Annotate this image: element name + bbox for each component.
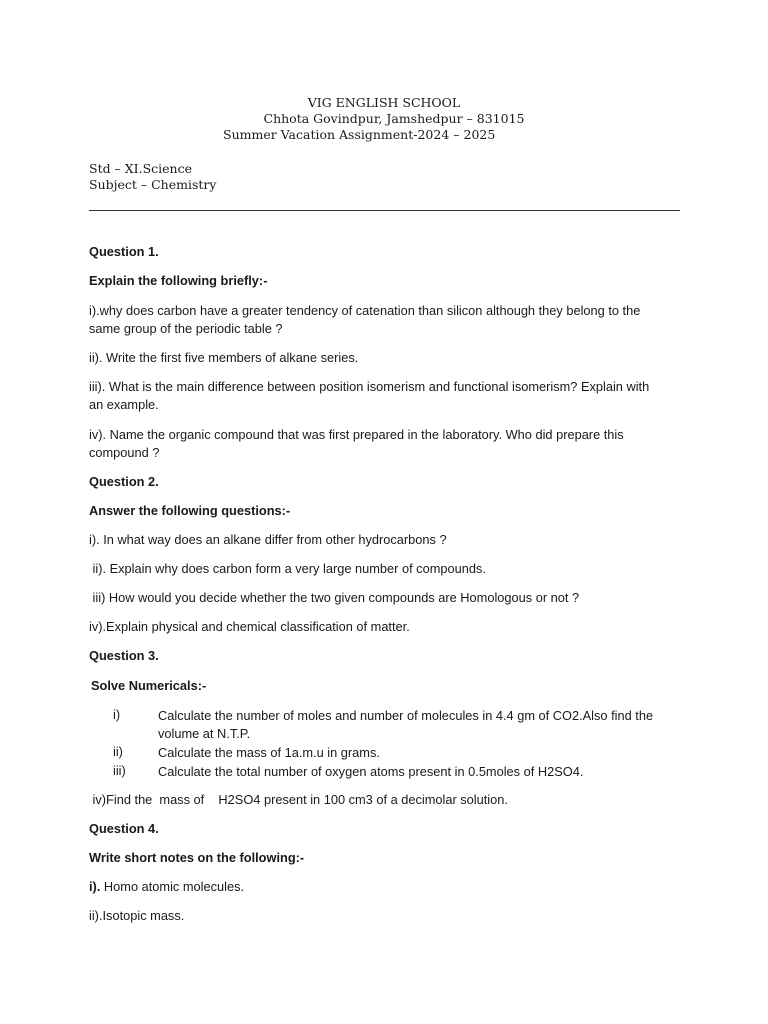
q3-title: Question 3. bbox=[89, 648, 159, 663]
q4-instruction: Write short notes on the following:- bbox=[89, 850, 305, 865]
q2-instruction: Answer the following questions:- bbox=[89, 503, 291, 518]
q1-item-2: ii). Write the first five members of alkane series. bbox=[89, 350, 359, 365]
assignment-title: Summer Vacation Assignment-2024 – 2025 bbox=[223, 127, 496, 142]
q3-item-2: Calculate the mass of 1a.m.u in grams. bbox=[158, 745, 380, 760]
q4-item-1-text: Homo atomic molecules. bbox=[100, 879, 245, 894]
q1-title: Question 1. bbox=[89, 244, 159, 259]
q3-item-1: Calculate the number of moles and number of molecules in 4.4 gm of CO2.Also find the volume at N.T.P. bbox=[158, 708, 654, 741]
q2-item-1: i). In what way does an alkane differ from other hydrocarbons ? bbox=[89, 532, 447, 547]
std-label: Std – XI.Science bbox=[89, 161, 193, 176]
q3-num-2: ii) bbox=[113, 744, 123, 759]
q4-item-2: ii).Isotopic mass. bbox=[89, 908, 185, 923]
q1-item-4: iv). Name the organic compound that was first prepared in the laboratory. Who did prepare this compound ? bbox=[89, 427, 624, 460]
q3-item-4: iv)Find the mass of H2SO4 present in 100 cm3 of a decimolar solution. bbox=[89, 792, 508, 807]
q1-item-3: iii). What is the main difference between position isomerism and functional isomerism? Explain with an example. bbox=[89, 379, 650, 412]
q1-item-1: i).why does carbon have a greater tendency of catenation than silicon although they belong to the same group of the periodic table ? bbox=[89, 303, 641, 336]
q2-item-4: iv).Explain physical and chemical classification of matter. bbox=[89, 619, 410, 634]
q3-item-3: Calculate the total number of oxygen atoms present in 0.5moles of H2SO4. bbox=[158, 764, 584, 779]
q3-instruction: Solve Numericals:- bbox=[91, 678, 207, 693]
q2-item-2: ii). Explain why does carbon form a very large number of compounds. bbox=[89, 561, 486, 576]
q2-title: Question 2. bbox=[89, 474, 159, 489]
q1-instruction: Explain the following briefly:- bbox=[89, 273, 268, 288]
q2-item-3: iii) How would you decide whether the two given compounds are Homologous or not ? bbox=[89, 590, 580, 605]
header-divider bbox=[89, 210, 680, 211]
q4-item-1-label: i). bbox=[89, 879, 101, 894]
q4-title: Question 4. bbox=[89, 821, 159, 836]
q3-num-1: i) bbox=[113, 707, 121, 722]
q4-item-1 bbox=[89, 879, 244, 894]
school-name: VIG ENGLISH SCHOOL bbox=[307, 95, 461, 110]
school-address: Chhota Govindpur, Jamshedpur – 831015 bbox=[263, 111, 525, 126]
subject-label: Subject – Chemistry bbox=[89, 177, 217, 192]
q3-num-3: iii) bbox=[113, 763, 126, 778]
